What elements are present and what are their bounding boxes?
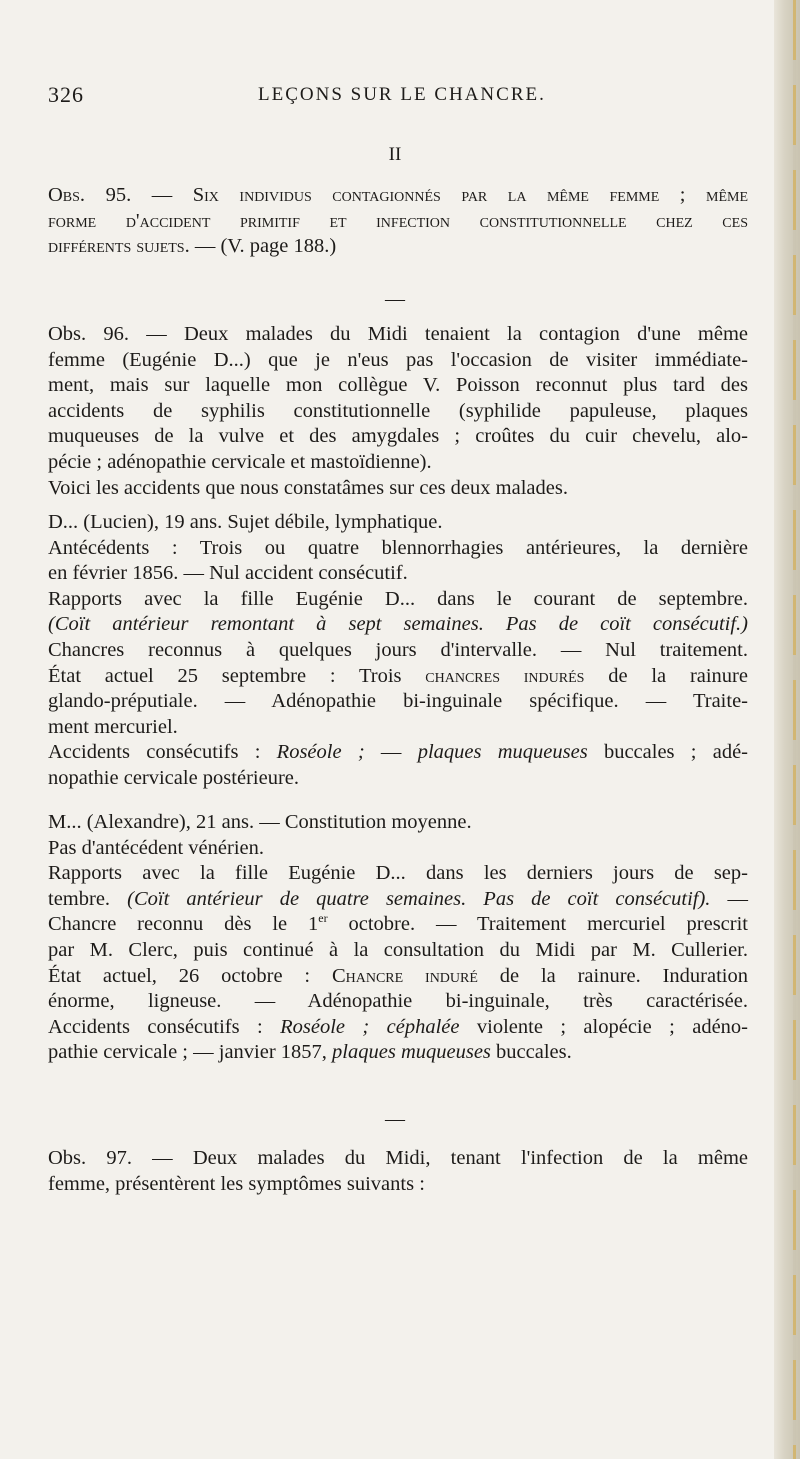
case-text: plaques muqueuses xyxy=(332,1041,491,1064)
case-line: Rapports avec la fille Eugénie D... dans le courant de septembre. xyxy=(48,587,748,610)
obs-95-label: Obs. 95. xyxy=(48,184,132,206)
case-line: D... (Lucien), 19 ans. Sujet débile, lymphatique. xyxy=(48,511,443,533)
obs-95-title-line: Six individus contagionnés par la même femme ; même xyxy=(192,184,748,206)
obs-97-line: femme, présentèrent les symptômes suivants : xyxy=(48,1172,425,1195)
case-text: — xyxy=(364,741,418,764)
obs-96-line: ment, mais sur laquelle mon collègue V. Poisson reconnut plus tard des xyxy=(48,374,748,397)
case-text: Chancre induré xyxy=(331,964,478,987)
case-line: M... (Alexandre), 21 ans. — Constitution moyenne. xyxy=(48,811,472,833)
case-line: en février 1856. — Nul accident consécutif. xyxy=(48,562,408,585)
case-text: État actuel, 26 octobre : xyxy=(48,964,332,987)
case-line: par M. Clerc, puis continué à la consultation du Midi par M. Cullerier. xyxy=(48,938,748,961)
case-text: — xyxy=(710,887,749,910)
running-title: LEÇONS SUR LE CHANCRE. xyxy=(258,84,546,105)
case-text: plaques muqueuses xyxy=(417,741,588,764)
obs-97 xyxy=(48,1146,748,1197)
case-text: de la rainure. Induration xyxy=(477,964,748,987)
case-text: buccales ; adé- xyxy=(587,741,749,764)
case-line: énorme, ligneuse. — Adénopathie bi-inguinale, très caractérisée. xyxy=(48,990,748,1013)
case-text: Accidents consécutifs : xyxy=(48,741,277,764)
case-line: (Coït antérieur remontant à sept semaines. Pas de coït consécutif.) xyxy=(48,613,748,636)
page-number: 326 xyxy=(48,82,84,107)
obs-95 xyxy=(48,183,748,260)
running-head xyxy=(48,82,748,112)
case-line: glando-préputiale. — Adénopathie bi-inguinale spécifique. — Traite- xyxy=(48,690,748,713)
obs-95-line xyxy=(48,234,748,260)
obs-96 xyxy=(48,322,748,501)
case-text: tembre. xyxy=(48,887,128,910)
section-number: II xyxy=(388,144,402,165)
case-line xyxy=(48,664,748,690)
case-line xyxy=(48,1015,748,1041)
obs-96-line: muqueuses de la vulve et des amygdales ; croûtes du cuir chevelu, alo- xyxy=(48,425,748,448)
case-line: nopathie cervicale postérieure. xyxy=(48,766,299,789)
case-line: Pas d'antécédent vénérien. xyxy=(48,836,265,859)
obs-95-line xyxy=(48,183,748,209)
obs-96-line: femme (Eugénie D...) que je n'eus pas l'occasion de visiter immédiate- xyxy=(48,348,748,371)
case-line: Rapports avec la fille Eugénie D... dans les derniers jours de sep- xyxy=(48,862,748,885)
case-line xyxy=(48,964,748,990)
case-line xyxy=(48,887,748,913)
case-text: Roséole ; xyxy=(276,741,365,764)
case-lucien xyxy=(48,510,748,792)
obs-96-line: pécie ; adénopathie cervicale et mastoïdienne). xyxy=(48,450,432,473)
obs-96-line: accidents de syphilis constitutionnelle (syphilide papuleuse, plaques xyxy=(48,399,748,422)
separator-dash: — xyxy=(385,288,405,310)
obs-95-title-line: différents sujets. xyxy=(48,235,190,258)
obs-96-line: Voici les accidents que nous constatâmes sur ces deux malades. xyxy=(48,476,568,499)
case-text: chancres indurés xyxy=(425,664,585,687)
page-edge xyxy=(774,0,800,1459)
obs-95-dash: — xyxy=(131,184,193,206)
case-text: Chancre reconnu dès le 1 xyxy=(48,913,319,936)
case-line: Chancres reconnus à quelques jours d'intervalle. — Nul traitement. xyxy=(48,638,748,661)
obs-95-reference: — (V. page 188.) xyxy=(189,235,337,258)
separator-dash: — xyxy=(385,1108,405,1130)
case-line xyxy=(48,912,748,938)
obs-95-title-line: forme d'accident primitif et infection constitutionnelle chez ces xyxy=(48,209,748,232)
case-line: Antécédents : Trois ou quatre blennorrhagies antérieures, la dernière xyxy=(48,536,748,559)
case-line: ment mercuriel. xyxy=(48,715,178,738)
case-line xyxy=(48,740,748,766)
case-text: octobre. — Traitement mercuriel prescrit xyxy=(327,913,748,936)
superscript: er xyxy=(318,911,328,926)
obs-97-line: Obs. 97. — Deux malades du Midi, tenant l'infection de la même xyxy=(48,1147,748,1169)
case-text: violente ; alopécie ; adéno- xyxy=(459,1015,748,1038)
obs-96-line: Obs. 96. — Deux malades du Midi tenaient la contagion d'une même xyxy=(48,323,748,345)
case-alexandre xyxy=(48,810,748,1066)
case-text: (Coït antérieur de quatre semaines. Pas de coït consécutif). xyxy=(127,887,711,910)
case-text: Accidents consécutifs : xyxy=(48,1015,281,1038)
case-line xyxy=(48,1040,748,1066)
case-text: Roséole ; céphalée xyxy=(280,1015,460,1038)
case-text: pathie cervicale ; — janvier 1857, xyxy=(48,1041,333,1064)
case-text: de la rainure xyxy=(584,664,748,687)
case-text: État actuel 25 septembre : Trois xyxy=(48,664,426,687)
case-text: buccales. xyxy=(490,1041,572,1064)
